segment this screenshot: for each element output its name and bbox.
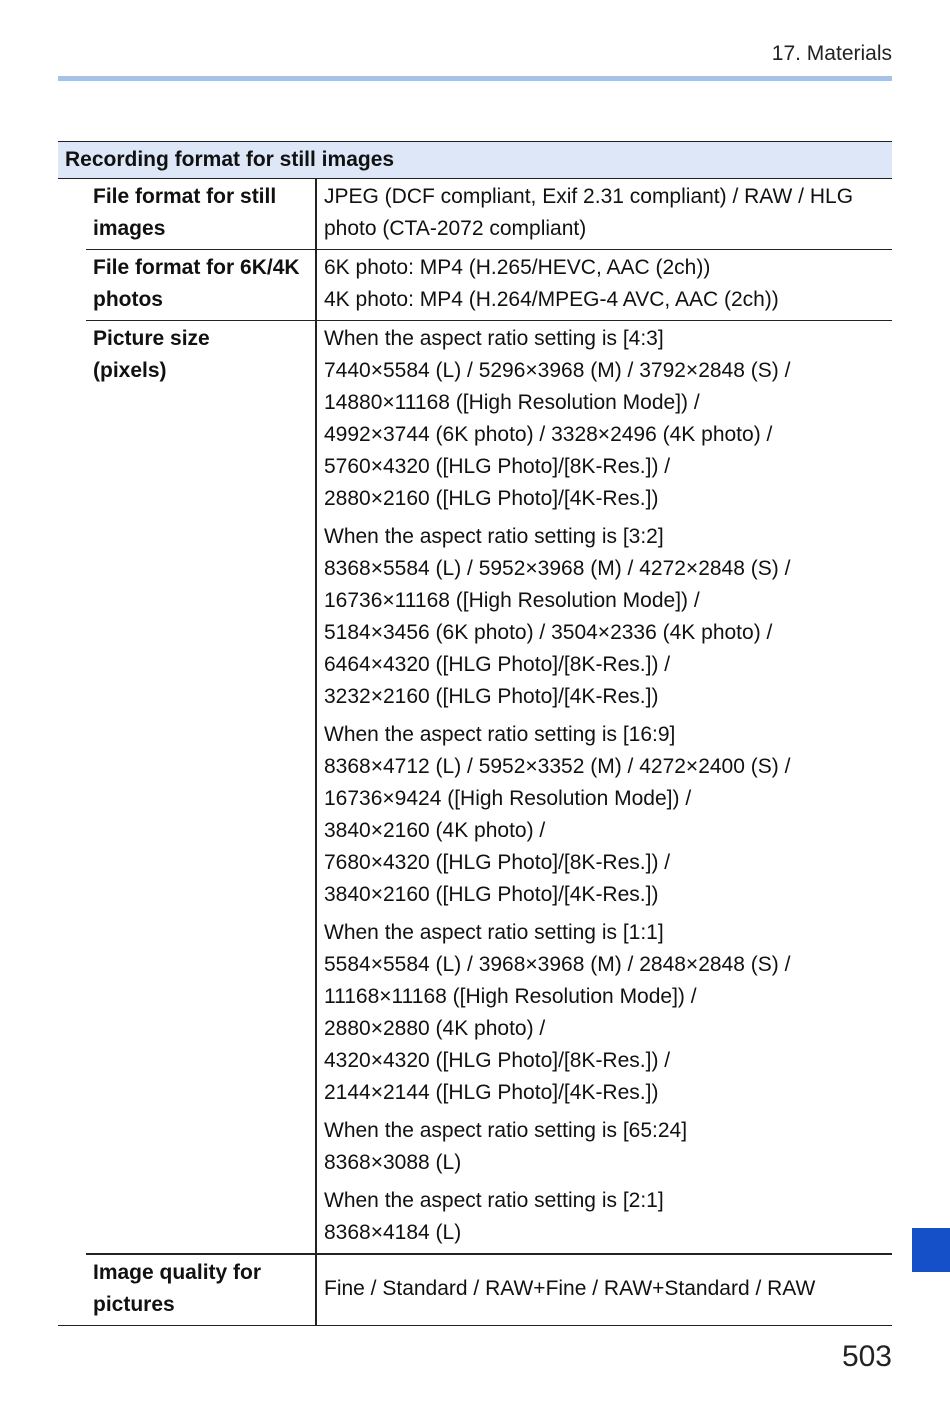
value-line: 8368×4712 (L) / 5952×3352 (M) / 4272×2400 (S) /	[324, 755, 791, 778]
value-line: When the aspect ratio setting is [16:9]	[324, 723, 676, 746]
header-rule	[58, 76, 892, 81]
chapter-title: 17. Materials	[771, 42, 892, 65]
value-line: 3840×2160 ([HLG Photo]/[4K-Res.])	[324, 883, 659, 906]
value-line: When the aspect ratio setting is [4:3]	[324, 327, 664, 350]
row-label-line: photos	[93, 288, 163, 311]
value-line: When the aspect ratio setting is [65:24]	[324, 1119, 688, 1142]
value-line: 6464×4320 ([HLG Photo]/[8K-Res.]) /	[324, 653, 671, 676]
page-number: 503	[841, 1340, 892, 1373]
row-label-line: images	[93, 217, 166, 240]
value-line: JPEG (DCF compliant, Exif 2.31 compliant) / RAW / HLG	[324, 185, 854, 208]
value-line: 16736×11168 ([High Resolution Mode]) /	[324, 589, 700, 612]
value-line: photo (CTA-2072 compliant)	[324, 217, 587, 240]
value-group	[324, 252, 885, 316]
row-value	[316, 1254, 892, 1326]
value-line: 7680×4320 ([HLG Photo]/[8K-Res.]) /	[324, 851, 671, 874]
row-label	[86, 321, 316, 1255]
value-line: 3232×2160 ([HLG Photo]/[4K-Res.])	[324, 685, 659, 708]
chapter-side-tab[interactable]	[912, 1228, 950, 1272]
value-group	[324, 1115, 885, 1179]
value-line: 4992×3744 (6K photo) / 3328×2496 (4K photo) /	[324, 423, 773, 446]
spec-body	[58, 179, 892, 1326]
row-indent	[58, 179, 86, 250]
value-line: 4320×4320 ([HLG Photo]/[8K-Res.]) /	[324, 1049, 671, 1072]
spec-table	[58, 141, 892, 1326]
row-label-line: File format for still	[93, 185, 277, 208]
value-line: 5584×5584 (L) / 3968×3968 (M) / 2848×2848 (S) /	[324, 953, 791, 976]
row-value	[316, 250, 892, 321]
row-indent	[58, 321, 86, 1255]
value-group	[324, 323, 885, 515]
row-value	[316, 179, 892, 250]
row-value	[316, 321, 892, 1255]
value-line: 14880×11168 ([High Resolution Mode]) /	[324, 391, 700, 414]
value-line: 16736×9424 ([High Resolution Mode]) /	[324, 787, 692, 810]
value-group	[324, 1185, 885, 1249]
value-group	[324, 521, 885, 713]
value-group	[324, 181, 885, 245]
value-line: 2144×2144 ([HLG Photo]/[4K-Res.])	[324, 1081, 659, 1104]
value-line: 4K photo: MP4 (H.264/MPEG-4 AVC, AAC (2ch))	[324, 288, 779, 311]
value-line: 2880×2160 ([HLG Photo]/[4K-Res.])	[324, 487, 659, 510]
table-row	[58, 179, 892, 250]
section-title: Recording format for still images	[58, 142, 892, 179]
table-row	[58, 1254, 892, 1326]
value-group	[324, 917, 885, 1109]
value-line: 7440×5584 (L) / 5296×3968 (M) / 3792×2848 (S) /	[324, 359, 791, 382]
table-row	[58, 321, 892, 1255]
row-label-line: Picture size	[93, 327, 210, 350]
value-line: When the aspect ratio setting is [1:1]	[324, 921, 664, 944]
value-line: 8368×5584 (L) / 5952×3968 (M) / 4272×2848 (S) /	[324, 557, 791, 580]
value-line: Fine / Standard / RAW+Fine / RAW+Standard / RAW	[324, 1277, 816, 1300]
row-label-line: (pixels)	[93, 359, 167, 382]
table-row	[58, 250, 892, 321]
value-line: 5184×3456 (6K photo) / 3504×2336 (4K photo) /	[324, 621, 773, 644]
value-line: 3840×2160 (4K photo) /	[324, 819, 546, 842]
row-indent	[58, 1254, 86, 1326]
value-group	[324, 719, 885, 911]
value-line: 11168×11168 ([High Resolution Mode]) /	[324, 985, 697, 1008]
section-row	[58, 142, 892, 179]
value-line: 6K photo: MP4 (H.265/HEVC, AAC (2ch))	[324, 256, 711, 279]
row-label	[86, 250, 316, 321]
value-line: 2880×2880 (4K photo) /	[324, 1017, 546, 1040]
row-label	[86, 179, 316, 250]
value-line: 8368×3088 (L)	[324, 1151, 462, 1174]
row-label-line: pictures	[93, 1293, 175, 1316]
row-indent	[58, 250, 86, 321]
value-line: When the aspect ratio setting is [3:2]	[324, 525, 664, 548]
row-label-line: Image quality for	[93, 1261, 262, 1284]
value-line: 8368×4184 (L)	[324, 1221, 462, 1244]
value-line: 5760×4320 ([HLG Photo]/[8K-Res.]) /	[324, 455, 671, 478]
row-label	[86, 1254, 316, 1326]
row-label-line: File format for 6K/4K	[93, 256, 300, 279]
value-line: When the aspect ratio setting is [2:1]	[324, 1189, 664, 1212]
